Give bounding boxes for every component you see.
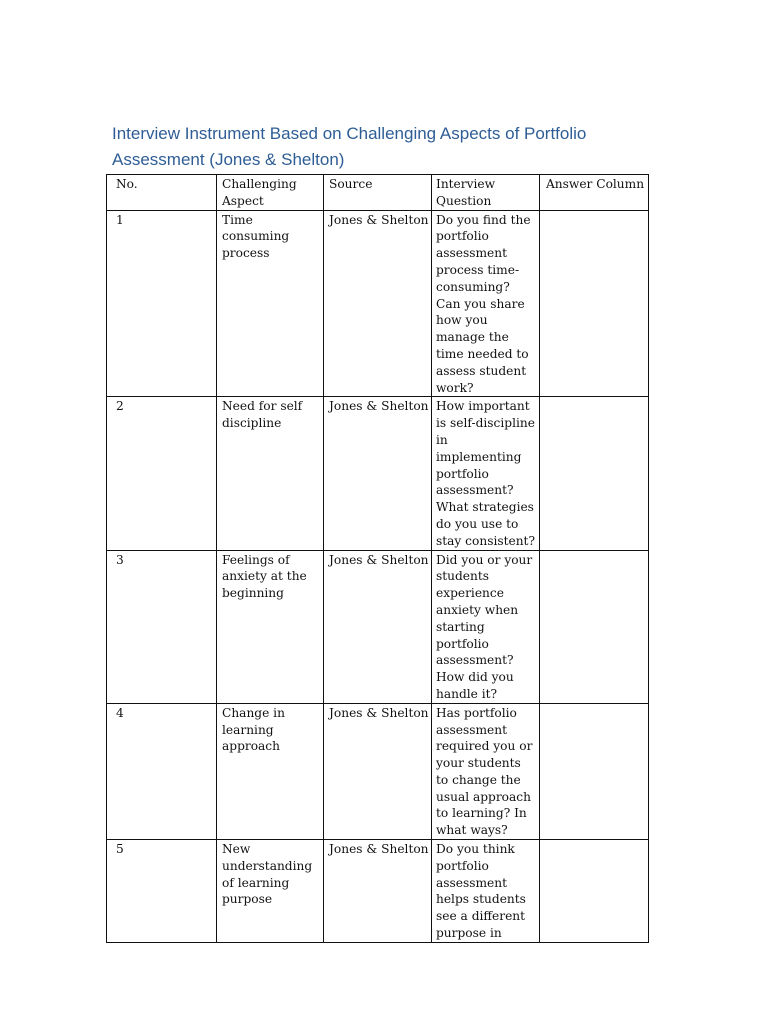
- table-row: [107, 703, 649, 839]
- row-answer-cell[interactable]: [540, 397, 649, 550]
- row-answer-cell[interactable]: [540, 210, 649, 397]
- row-challenging-aspect: Feelings of anxiety at the beginning: [217, 550, 324, 703]
- table-row: [107, 840, 649, 943]
- row-source: Jones & Shelton: [324, 210, 432, 397]
- header-no: No.: [107, 175, 217, 211]
- row-challenging-aspect: Time consuming process: [217, 210, 324, 397]
- header-answer-column: Answer Column: [540, 175, 649, 211]
- row-interview-question: Do you think portfolio assessment helps students see a different purpose in: [432, 840, 540, 943]
- row-number: 5: [107, 840, 217, 943]
- row-challenging-aspect: Need for self discipline: [217, 397, 324, 550]
- header-source: Source: [324, 175, 432, 211]
- row-number: 4: [107, 703, 217, 839]
- row-answer-cell[interactable]: [540, 840, 649, 943]
- row-source: Jones & Shelton: [324, 703, 432, 839]
- row-source: Jones & Shelton: [324, 397, 432, 550]
- table-row: [107, 397, 649, 550]
- table-row: [107, 550, 649, 703]
- table-header-row: [107, 175, 649, 211]
- document-title: [112, 121, 672, 173]
- document-title-line-1: Interview Instrument Based on Challenging Aspects of Portfolio: [112, 124, 587, 143]
- row-number: 1: [107, 210, 217, 397]
- row-interview-question: How important is self-discipline in implementing portfolio assessment? What strategies do you use to stay consistent?: [432, 397, 540, 550]
- header-interview-question: Interview Question: [432, 175, 540, 211]
- interview-instrument-table: [106, 174, 649, 943]
- row-answer-cell[interactable]: [540, 550, 649, 703]
- row-number: 2: [107, 397, 217, 550]
- table-row: [107, 210, 649, 397]
- row-source: Jones & Shelton: [324, 550, 432, 703]
- row-answer-cell[interactable]: [540, 703, 649, 839]
- row-number: 3: [107, 550, 217, 703]
- row-interview-question: Do you find the portfolio assessment process time-consuming? Can you share how you manage the time needed to assess student work?: [432, 210, 540, 397]
- row-source: Jones & Shelton: [324, 840, 432, 943]
- row-interview-question: Has portfolio assessment required you or your students to change the usual approach to learning? In what ways?: [432, 703, 540, 839]
- header-challenging-aspect: Challenging Aspect: [217, 175, 324, 211]
- row-interview-question: Did you or your students experience anxiety when starting portfolio assessment? How did you handle it?: [432, 550, 540, 703]
- row-challenging-aspect: Change in learning approach: [217, 703, 324, 839]
- document-title-line-2: Assessment (Jones & Shelton): [112, 150, 345, 169]
- row-challenging-aspect: New understanding of learning purpose: [217, 840, 324, 943]
